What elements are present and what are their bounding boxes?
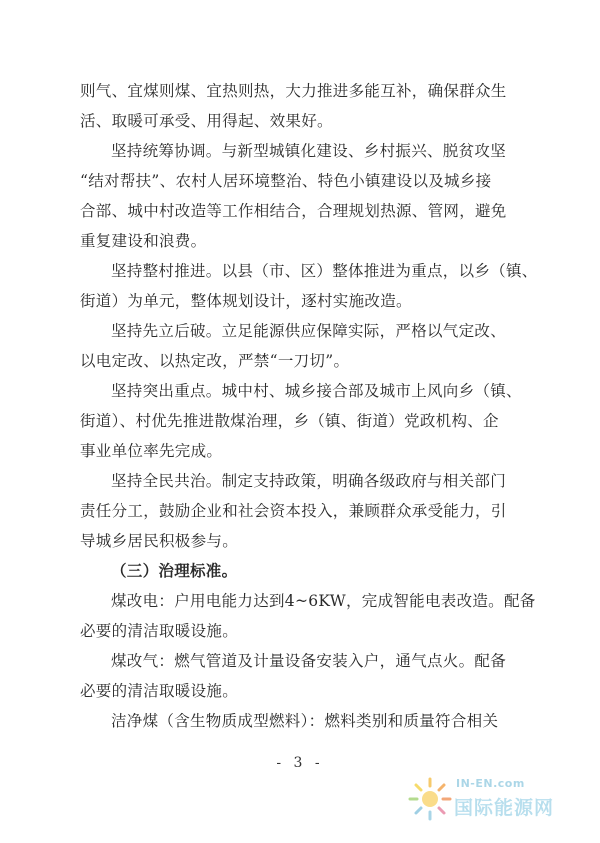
text-line: 事业单位率先完成。 (80, 442, 223, 460)
watermark-en-text: IN-EN.com (456, 777, 525, 790)
standard-clean-coal (80, 706, 520, 736)
paragraph-build-before-break (80, 316, 520, 376)
text-line: 责任分工，鼓励企业和社会资本投入，兼顾群众承受能力，引 (80, 502, 507, 520)
text-line: 必要的清洁取暖设施。 (80, 622, 239, 640)
text-line: 街道）为单元，整体规划设计，逐村实施改造。 (80, 292, 412, 310)
text-line: 坚持统筹协调。与新型城镇化建设、乡村振兴、脱贫攻坚 (111, 142, 507, 160)
section-heading: （三）治理标准。 (111, 562, 238, 580)
body-text (80, 76, 538, 736)
standard-coal-to-gas (80, 646, 520, 706)
paragraph-priorities (80, 376, 520, 466)
text-line: “结对帮扶”、农村人居环境整治、特色小镇建设以及城乡接 (80, 172, 492, 190)
text-line: 坚持突出重点。城中村、城乡接合部及城市上风向乡（镇、 (111, 382, 522, 400)
standard-coal-to-electric (80, 586, 536, 646)
text-line: 煤改电：户用电能力达到4~6KW，完成智能电表改造。配备 (111, 592, 536, 610)
paragraph-coordination (80, 136, 520, 256)
text-line: 合部、城中村改造等工作相结合，合理规划热源、管网，避免 (80, 202, 507, 220)
sun-logo-icon (406, 775, 454, 823)
paragraph-whole-village (80, 256, 538, 316)
text-line: 则气、宜煤则煤、宜热则热，大力推进多能互补，确保群众生 (80, 82, 507, 100)
text-line: 街道）、村优先推进散煤治理，乡（镇、街道）党政机构、企 (80, 412, 499, 430)
text-line: 坚持全民共治。制定支持政策，明确各级政府与相关部门 (111, 472, 507, 490)
text-line: 重复建设和浪费。 (80, 232, 207, 250)
text-line: 活、取暖可承受、用得起、效果好。 (80, 112, 333, 130)
page-number: - 3 - (276, 755, 324, 771)
watermark-cn-text: 国际能源网 (454, 797, 555, 819)
watermark-logo (402, 771, 592, 835)
text-line: 坚持先立后破。立足能源供应保障实际，严格以气定改、 (111, 322, 507, 340)
text-line: 必要的清洁取暖设施。 (80, 682, 239, 700)
text-line: 煤改气：燃气管道及计量设备安装入户，通气点火。配备 (111, 652, 507, 670)
text-line: 洁净煤（含生物质成型燃料）：燃料类别和质量符合相关 (111, 712, 499, 730)
text-line: 坚持整村推进。以县（市、区）整体推进为重点，以乡（镇、 (111, 262, 538, 280)
text-line: 导城乡居民积极参与。 (80, 532, 239, 550)
text-line: 以电定改、以热定改，严禁“一刀切”。 (80, 352, 350, 370)
paragraph-co-governance (80, 466, 520, 556)
paragraph-continuation (80, 76, 520, 136)
